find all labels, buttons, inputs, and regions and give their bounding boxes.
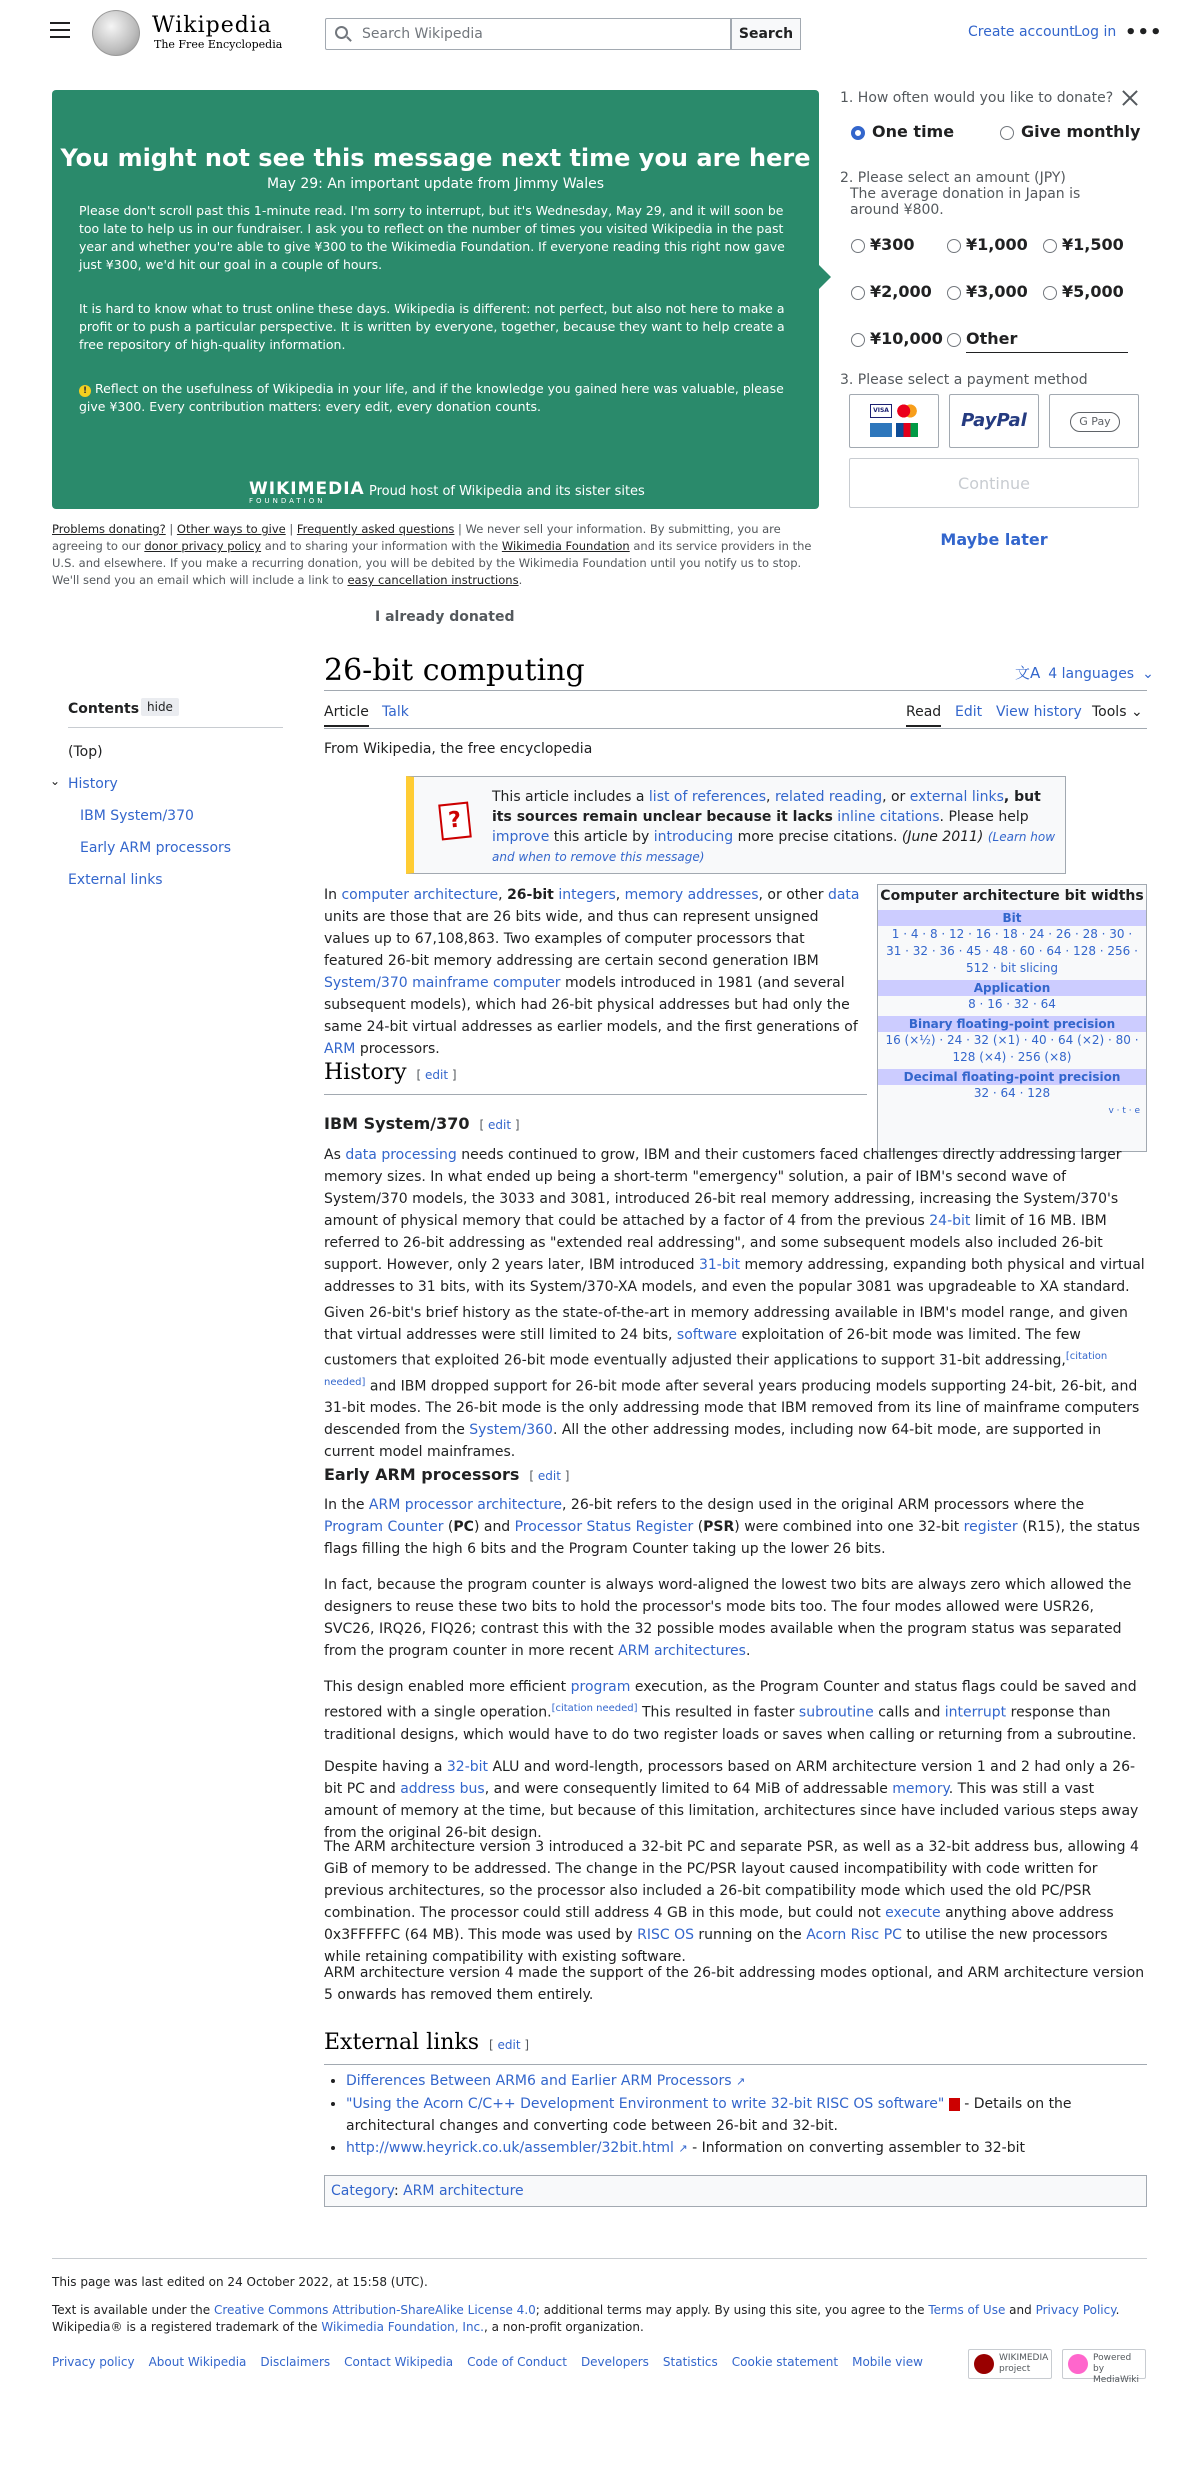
footer-link[interactable]: Contact Wikipedia (344, 2355, 454, 2369)
notice-link[interactable]: improve (492, 829, 550, 845)
navbox-row[interactable]: 16 (×½) · 24 · 32 (×1) · 40 · 64 (×2) · 80 · (885, 1033, 1139, 1047)
category-box: Category: ARM architecture (324, 2175, 1147, 2207)
banner-paragraph-2: It is hard to know what to trust online these days. Wikipedia is different: not perfect, but also not here to make a profit or to push a particular perspective. It is written by everyone, together, because they want to help create a free repository of high-quality information. (79, 301, 785, 352)
article-link[interactable]: interrupt (944, 1704, 1007, 1721)
amount-radio[interactable] (851, 239, 865, 253)
navbox-group-header: Application (878, 980, 1146, 996)
notice-link[interactable]: list of references (648, 789, 767, 805)
article-link[interactable]: 24-bit (929, 1213, 971, 1229)
amount-label[interactable]: ¥5,000 (1062, 282, 1124, 301)
mediawiki-logo-icon (1068, 2354, 1088, 2374)
toc-title: Contents (68, 701, 140, 717)
already-donated-button[interactable]: I already donated (375, 609, 515, 625)
frequency-question: 1. How often would you like to donate? (840, 90, 1114, 106)
external-link-item (346, 2070, 1147, 2093)
amount-question: 2. Please select an amount (JPY) (840, 170, 1066, 186)
article-link[interactable]: data processing (345, 1147, 457, 1163)
license-text: Text is available under the Creative Commons Attribution-ShareAlike License 4.0; additional terms may apply. By using this site, you agree to the Terms of Use and Privacy Policy. Wikipedia® is a registered trademark of the Wikimedia Foundation, Inc., a non-profit organization. (52, 2303, 1120, 2334)
amount-label[interactable]: ¥300 (870, 235, 915, 254)
navbox-group-header: Bit (878, 910, 1146, 926)
other-amount-radio[interactable] (947, 333, 961, 347)
navbox-row[interactable]: 512 · bit slicing (966, 961, 1058, 975)
card-payment-button[interactable] (849, 394, 939, 448)
monthly-radio[interactable] (1000, 126, 1014, 140)
arm-paragraph-6: ARM architecture version 4 made the support of the 26-bit addressing modes optional, and ARM architecture version 5 onwards has removed them entirely. (324, 1965, 1145, 2003)
cancellation-link[interactable]: easy cancellation instructions (347, 573, 519, 587)
citation-needed-link[interactable]: [citation needed] (324, 1351, 1108, 1388)
powered-by-mediawiki-badge[interactable]: Powered by MediaWiki (1062, 2349, 1146, 2379)
notice-link[interactable]: external links (909, 789, 1004, 805)
toc-item-history[interactable]: History (68, 776, 118, 792)
ibm-paragraph-2: Given 26-bit's brief history as the state-of-the-art in memory addressing available in IBM's model range, and given that virtual addresses were still limited to 24 bits, software exploitation of 26-bit mode was limited. The few customers that exploited 26-bit mode eventually adjusted their applications to support 31-bit addressing,[citation needed] and IBM dropped support for 26-bit mode after several years producing models supporting 24-bit, 26-bit, and 31-bit modes. The 26-bit mode is the only addressing mode that IBM removed from its line of mainframe computers descended from the System/360. All the other addressing modes, including now 64-bit mode, are supported in current model mainframes. (324, 1305, 1140, 1461)
tab-talk[interactable]: Talk (382, 704, 409, 720)
paypal-button[interactable]: PayPal (949, 394, 1039, 448)
language-button[interactable]: 文A 4 languages ⌄ (1015, 664, 1154, 682)
toc-item-arm[interactable]: Early ARM processors (80, 840, 232, 856)
monthly-label[interactable]: Give monthly (1021, 122, 1141, 141)
amount-label[interactable]: ¥3,000 (966, 282, 1028, 301)
chevron-down-icon: ⌄ (1130, 704, 1143, 720)
external-link-icon: ↗ (678, 2142, 688, 2155)
amount-radio[interactable] (1043, 286, 1057, 300)
toc-item-top[interactable]: (Top) (68, 744, 103, 760)
navbox-row[interactable]: 31 · 32 · 36 · 45 · 48 · 60 · 64 · 128 · 256 · (886, 944, 1138, 958)
section-heading-history: History [ edit ] (324, 1060, 457, 1085)
external-link[interactable]: http://www.heyrick.co.uk/assembler/32bit.html (346, 2140, 674, 2156)
privacy-link[interactable]: Privacy Policy (1035, 2303, 1116, 2317)
citation-needed-link[interactable]: [citation needed] (551, 1703, 638, 1714)
pdf-icon (949, 2098, 960, 2111)
amount-radio[interactable] (851, 286, 865, 300)
notice-link[interactable]: related reading (774, 789, 883, 805)
toc-item-ibm[interactable]: IBM System/370 (80, 808, 194, 824)
visa-icon: VISA (870, 404, 892, 418)
footer-link[interactable]: Cookie statement (731, 2355, 839, 2369)
section-heading-ibm: IBM System/370 [ edit ] (324, 1114, 520, 1133)
amount-label[interactable]: ¥10,000 (870, 329, 943, 348)
banner-paragraph-3: ! Reflect on the usefulness of Wikipedia in your life, and if the knowledge you gained here was valuable, please give ¥300. Every contribution matters: every edit, every donation counts. (79, 381, 784, 414)
login-link[interactable]: Log in (1074, 24, 1117, 40)
toc-item-external-links[interactable]: External links (68, 872, 163, 888)
ibm-paragraph-1: As data processing needs continued to grow, IBM and their customers faced challenges directly addressing larger memory sizes. In what ended up being a short-term "emergency" solution, a pair of IBM's second wave of System/370 models, the 3033 and 3081, introduced 26-bit real memory addressing, increasing the System/370's amount of physical memory that could be attached by a factor of 4 from the previous 24-bit limit of 16 MB. IBM referred to 26-bit addressing as "extended real addressing", and some subsequent models also included 26-bit support. However, only 2 years later, IBM introduced 31-bit memory addressing, expanding both physical and virtual addresses to 31 bits, with its System/370-XA models, and even the popular 3081 was upgradeable to XA standard. (324, 1147, 1145, 1295)
arm-paragraph-3: This design enabled more efficient program execution, as the Program Counter and status flags could be saved and restored with a single operation.[citation needed] This resulted in faster subroutine calls and interrupt response than traditional designs, which would have to do two register loads or saves when calling or returning from a subroutine. (324, 1679, 1137, 1743)
navbox-group-header: Decimal floating-point precision (878, 1069, 1146, 1085)
article-link[interactable]: ARM processor architecture (368, 1497, 563, 1513)
tab-read[interactable]: Read (906, 704, 941, 727)
amount-radio[interactable] (1043, 239, 1057, 253)
mastercard-icon (896, 404, 918, 418)
external-link[interactable]: Differences Between ARM6 and Earlier ARM Processors (346, 2073, 732, 2089)
bit-widths-navbox (877, 884, 1147, 1152)
article-link[interactable]: computer architecture (341, 887, 499, 903)
other-ways-link[interactable]: Other ways to give (176, 522, 286, 536)
last-edited-text: This page was last edited on 24 October 2022, at 15:58 (UTC). (52, 2275, 428, 2289)
translate-icon: 文A (1015, 664, 1041, 682)
banner-subtitle: May 29: An important update from Jimmy Wales (266, 176, 605, 192)
navbox-row[interactable]: 8 · 16 · 32 · 64 (968, 997, 1056, 1011)
notice-link[interactable]: inline citations (837, 809, 940, 825)
wmf-link[interactable]: Wikimedia Foundation (501, 539, 630, 553)
amex-icon (870, 423, 892, 437)
footer-link[interactable]: About Wikipedia (148, 2355, 247, 2369)
tools-menu[interactable]: Tools ⌄ (1092, 704, 1143, 720)
article-link[interactable]: ARM (324, 1041, 356, 1057)
wikimedia-foundation-logo: WIKIMEDIA (249, 479, 365, 499)
maybe-later-button[interactable]: Maybe later (940, 530, 1048, 549)
banner-paragraph-1: Please don't scroll past this 1-minute read. I'm sorry to interrupt, but it's Wednesday, May 29, and it will soon be too late to help us in our fundraiser. I ask you to reflect on the number of times you visited Wikipedia in the past year and whether you're able to give ¥300 to the Wikimedia Foundation. If everyone reading this right now gave just ¥300, we'd hit our goal in a couple of hours. (79, 203, 785, 272)
footer-link[interactable]: Code of Conduct (467, 2355, 567, 2369)
categories-link[interactable]: Category (331, 2183, 394, 2199)
main-menu-icon[interactable] (50, 22, 70, 38)
section-heading-external-links: External links [ edit ] (324, 2030, 530, 2055)
footer-link[interactable]: Developers (580, 2355, 649, 2369)
chevron-down-icon: ⌄ (1142, 666, 1154, 682)
navbox-row[interactable]: 1 · 4 · 8 · 12 · 16 · 18 · 24 · 26 · 28 · 30 · (891, 927, 1133, 941)
one-time-radio[interactable] (851, 126, 865, 140)
create-account-link[interactable]: Create account (968, 24, 1075, 40)
article-link[interactable]: Acorn Risc PC (806, 1927, 902, 1943)
footer-link[interactable]: Statistics (662, 2355, 718, 2369)
more-options-icon[interactable]: ••• (1125, 22, 1163, 43)
article-link[interactable]: subroutine (798, 1704, 874, 1721)
arm-paragraph-1: In the ARM processor architecture, 26-bit refers to the design used in the original ARM processors where the Program Counter (PC) and Processor Status Register (PSR) were combined into one 32-bit register (R15), the status flags filling the high 6 bits and the Program Counter taking up the lower 26 bits. (324, 1497, 1140, 1557)
learn-more-link[interactable]: (Learn how and when to remove this message) (492, 830, 1056, 864)
edit-section-link[interactable]: edit (425, 1068, 449, 1082)
site-header (0, 0, 1200, 66)
donor-privacy-link[interactable]: donor privacy policy (144, 539, 262, 553)
navbox-row[interactable]: 128 (×4) · 256 (×8) (952, 1050, 1072, 1064)
intro-paragraph: In computer architecture, 26-bit integers, memory addresses, or other data units are those that are 26 bits wide, and thus can represent unsigned values up to 67,108,863. Two examples of computer processors that featured 26-bit memory addressing are certain second generation IBM System/370 mainframe computer models introduced in 1981 (and several subsequent models), which had 26-bit physical addresses but had only the same 24-bit virtual addresses as earlier models, and the first generations of ARM processors. (324, 887, 860, 1057)
continue-button[interactable]: Continue (849, 458, 1139, 508)
wikimedia-logo-icon (974, 2354, 994, 2374)
article-link[interactable]: 31-bit (698, 1257, 741, 1273)
external-link-item: • "Using the Acorn C/C++ Development Environment to write 32-bit RISC OS software" - Details on the architectural changes and converting code between 26-bit and 32-bit. (346, 2093, 1147, 2137)
notice-text: This article includes a list of references, related reading, or external links, but its sources remain unclear because it lacks inline citations. Please help improve this article by introducing more precise citations. (June 2011) (Learn how and when to remove this message) (492, 789, 1056, 864)
fundraising-banner (52, 90, 819, 509)
edit-section-link[interactable]: edit (497, 2038, 521, 2052)
faq-link[interactable]: Frequently asked questions (296, 522, 455, 536)
lightbulb-icon: ! (79, 385, 91, 397)
wmf-link[interactable]: Wikimedia Foundation, Inc. (321, 2320, 484, 2334)
article-link[interactable]: integers (558, 887, 616, 903)
payment-question: 3. Please select a payment method (840, 372, 1088, 388)
wikimedia-foundation-logo-sub: FOUNDATION (249, 497, 326, 505)
arm-paragraph-2: In fact, because the program counter is always word-aligned the lowest two bits are always zero which allowed the designers to reuse these two bits to hold the processor's mode bits too. The four modes allowed were USR26, SVC26, IRQ26, FIQ26; contrast this with the 32 possible modes available when the program status was separated from the program counter in more recent ARM architectures. (324, 1577, 1132, 1659)
tab-edit[interactable]: Edit (955, 704, 983, 720)
tab-article[interactable]: Article (324, 704, 369, 727)
article-link[interactable]: software (676, 1327, 738, 1343)
search-button[interactable]: Search (731, 18, 801, 50)
google-pay-label: G Pay (1070, 412, 1120, 432)
amount-radio[interactable] (851, 333, 865, 347)
navbox-title: Computer architecture bit widths (880, 888, 1144, 904)
wikipedia-tagline: The Free Encyclopedia (154, 38, 283, 51)
wikipedia-globe-logo[interactable] (92, 10, 140, 56)
navbox-group-header: Binary floating-point precision (878, 1016, 1146, 1032)
question-book-icon: ? (438, 802, 472, 841)
navbox-vte-links[interactable]: v · t · e (1108, 1106, 1140, 1116)
article-link[interactable]: data (827, 887, 860, 903)
license-link[interactable]: Creative Commons Attribution-ShareAlike License 4.0 (213, 2303, 536, 2317)
footer-links (52, 2355, 937, 2369)
footer-link[interactable]: Disclaimers (260, 2355, 331, 2369)
navbox-row[interactable]: 32 · 64 · 128 (973, 1086, 1051, 1100)
other-amount-input[interactable]: Other (966, 329, 1128, 353)
section-heading-arm: Early ARM processors [ edit ] (324, 1465, 570, 1484)
amount-label[interactable]: ¥1,500 (1062, 235, 1124, 254)
external-link-item: • http://www.heyrick.co.uk/assembler/32bit.html ↗ - Information on converting assembler to 32-bit (346, 2137, 1147, 2160)
toc-hide-button[interactable]: hide (141, 698, 179, 716)
search-input[interactable]: Search Wikipedia (325, 18, 731, 50)
problems-donating-link[interactable]: Problems donating? (52, 522, 166, 536)
amount-radio[interactable] (947, 286, 961, 300)
article-link[interactable]: memory (892, 1781, 949, 1797)
banner-title: You might not see this message next time you are here (60, 144, 811, 172)
amount-label[interactable]: ¥2,000 (870, 282, 932, 301)
notice-link[interactable]: introducing (653, 829, 734, 845)
article-link[interactable]: address bus (400, 1781, 485, 1797)
one-time-label[interactable]: One time (872, 122, 955, 141)
edit-section-link[interactable]: edit (537, 1469, 561, 1483)
article-link[interactable]: Program Counter (324, 1519, 444, 1535)
amount-radio[interactable] (947, 239, 961, 253)
tab-view-history[interactable]: View history (996, 704, 1082, 720)
banner-host-text: Proud host of Wikipedia and its sister sites (369, 484, 645, 499)
wikimedia-project-badge[interactable]: WIKIMEDIA project (968, 2349, 1052, 2379)
article-link[interactable]: execute (885, 1905, 941, 1921)
footer-link[interactable]: Privacy policy (52, 2355, 135, 2369)
amount-label[interactable]: ¥1,000 (966, 235, 1028, 254)
wikipedia-wordmark[interactable]: Wikipedia (152, 13, 272, 38)
external-link-icon: ↗ (735, 2075, 746, 2088)
article-link[interactable]: program (570, 1679, 631, 1695)
article-link[interactable]: memory addresses (624, 887, 759, 903)
google-pay-button[interactable] (1049, 394, 1139, 448)
article-link[interactable]: Processor Status Register (514, 1519, 694, 1535)
article-link[interactable]: System/360 (469, 1422, 553, 1439)
arm-paragraph-4: Despite having a 32-bit ALU and word-length, processors based on ARM architecture version 1 and 2 had only a 26-bit PC and address bus, and were consequently limited to 64 MiB of addressable memory. This was still a vast amount of memory at the time, but because of this limitation, architectures since have included various steps away from the original 26-bit design. (324, 1759, 1139, 1841)
edit-section-link[interactable]: edit (488, 1118, 512, 1132)
external-link[interactable]: "Using the Acorn C/C++ Development Environment to write 32-bit RISC OS software" (346, 2096, 945, 2112)
close-icon[interactable] (1120, 88, 1140, 108)
article-link[interactable]: register (963, 1519, 1018, 1535)
external-links-list (324, 2070, 1147, 2160)
citation-notice (406, 776, 1066, 874)
page-title: 26-bit computing (324, 653, 585, 688)
terms-link[interactable]: Terms of Use (928, 2303, 1006, 2317)
article-link[interactable]: System/370 mainframe computer (324, 975, 561, 991)
footer-link[interactable]: Mobile view (852, 2355, 923, 2369)
jcb-icon (896, 423, 918, 437)
from-wikipedia: From Wikipedia, the free encyclopedia (324, 741, 593, 757)
article-link[interactable]: RISC OS (637, 1927, 694, 1943)
article-link[interactable]: 32-bit (446, 1759, 489, 1775)
category-link[interactable]: ARM architecture (403, 2183, 524, 2199)
donation-legal-text: Problems donating? | Other ways to give | Frequently asked questions | We never sell your information. By submitting, you are agreeing to our donor privacy policy and to sharing your information with the Wikimedia Foundation and its service providers in the U.S. and elsewhere. If you make a recurring donation, you will be debited by the Wikimedia Foundation until you notify us to stop. We'll send you an email which will include a link to easy cancellation instructions. (52, 522, 812, 587)
chevron-down-icon[interactable]: ⌄ (50, 774, 61, 788)
article-link[interactable]: ARM architectures (618, 1643, 746, 1659)
arm-paragraph-5: The ARM architecture version 3 introduced a 32-bit PC and separate PSR, as well as a 32-bit address bus, allowing 4 GiB of memory to be addressed. The change in the PC/PSR layout caused incompatibility with code written for previous architectures, so the processor also included a 26-bit compatibility mode which used the old PC/PSR combination. The processor could still address 4 GB in this mode, but could not execute anything above address 0x3FFFFFC (64 MB). This mode was used by RISC OS running on the Acorn Risc PC to utilise the new processors while retaining compatibility with existing software. (324, 1839, 1139, 1965)
amount-note: The average donation in Japan is around ¥800. (850, 186, 1081, 218)
